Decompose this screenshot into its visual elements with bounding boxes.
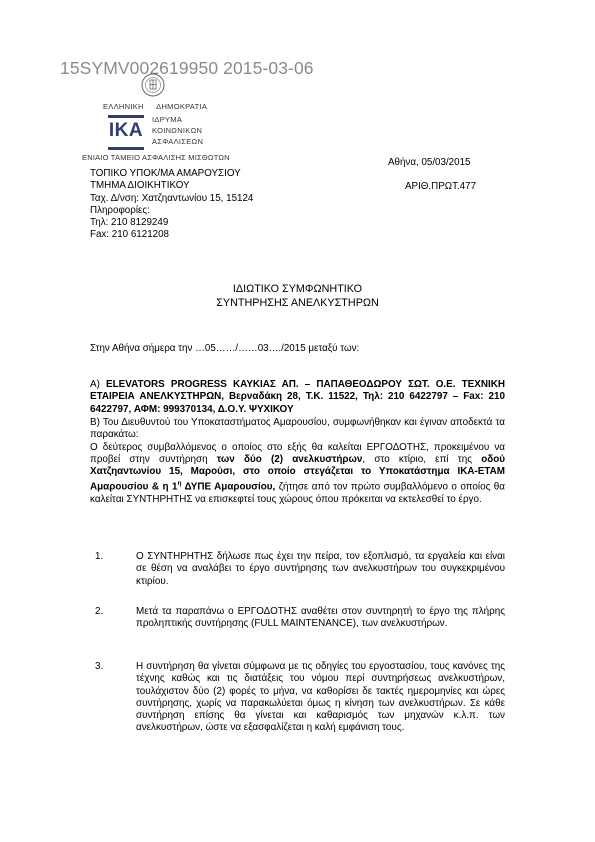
party-b-body <box>90 442 505 507</box>
place-date: Αθήνα, 05/03/2015 <box>388 157 471 168</box>
party-b-text: Ο δεύτερος συμβαλλόμενος ο οποίος στο εξής θα καλείται ΕΡΓΟΔΟΤΗΣ, προκειμένου να προβεί στην συντήρηση <box>90 441 505 465</box>
item-text: Ο ΣΥΝΤΗΡΗΤΗΣ δήλωσε πως έχει την πείρα, τον εξοπλισμό, τα εργαλεία και είναι σε θέση να αναλάβει το έργο συντήρησης των ανελκυστήρων του συγκεκριμένου κτιρίου. <box>136 551 505 587</box>
sender-line: ΤΟΠΙΚΟ ΥΠΟΚ/ΜΑ ΑΜΑΡΟΥΣΙΟΥ <box>90 168 241 179</box>
ika-word: ΑΣΦΑΛΙΣΕΩΝ <box>152 137 204 146</box>
intro-line: Στην Αθήνα σήμερα την …05……/……03…./2015 μεταξύ των: <box>90 343 360 354</box>
ika-word: ΙΔΡΥΜΑ <box>152 115 183 124</box>
logo-republic-line <box>103 102 207 111</box>
party-b-text: ζήτησε από τον πρώτο συμβαλλόμενο ο οποίος θα καλείται ΣΥΝΤΗΡΗΤΗΣ να επισκεφτεί τους χώρους όπου πρόκειται να εκτελεσθεί το έργο. <box>90 481 505 506</box>
party-b-line: Β) Του Διευθυντού του Υποκαταστήματος Αμαρουσίου, συμφωνήθηκαν και έγιναν αποδεκτά τα παρακάτω: <box>90 417 505 441</box>
logo-etam-line: ΕΝΙΑΙΟ ΤΑΜΕΙΟ ΑΣΦΑΛΙΣΗΣ ΜΙΣΘΩΤΩΝ <box>82 153 230 162</box>
item-text: Μετά τα παραπάνω ο ΕΡΓΟΔΟΤΗΣ αναθέτει στον συντηρητή το έργο της πλήρης προληπτικής συντήρησης (FULL MAINTENANCE), των ανελκυστήρων. <box>136 606 505 630</box>
party-b-paragraph <box>90 417 505 506</box>
sender-line: Τηλ: 210 8129249 <box>90 217 169 229</box>
logo-line1-left: ΕΛΛΗΝΙΚΗ <box>103 102 144 111</box>
item-number: 2. <box>95 606 104 617</box>
item-text: Η συντήρηση θα γίνεται σύμφωνα με τις οδηγίες του εργοστασίου, τους κανόνες της τέχνης καθώς και τις διατάξεις του νόμου περί συντηρήσεως ανελκυστήρων, τουλάχιστον δύο (2) φορές το μήνα, να καθορίσει δε τακτές ημερομηνίες και ώρες συντήρησης, χωρίς να παρακωλύεται όμως η κίνηση των ανελκυστήρων. Σε κάθε συντήρηση επίσης θα γίνεται και καθαρισμός των μηχανών κ.λ.π. των ανελκυστήρων, ώστε να εξασφαλίζεται η καλή εμφάνιση τους. <box>136 661 505 734</box>
ika-logo <box>108 115 144 150</box>
document-title <box>0 282 595 310</box>
sender-block <box>90 168 253 242</box>
greek-emblem-icon <box>140 72 166 98</box>
item-number: 3. <box>95 661 104 672</box>
item-number: 1. <box>95 551 104 562</box>
ika-abbreviation: ΙΚΑ <box>108 120 144 141</box>
document-id: 15SYMV002619950 2015-03-06 <box>60 58 314 78</box>
logo-line1-right: ΔΗΜΟΚΡΑΤΙΑ <box>156 102 208 111</box>
party-b-bold: οδού Χατζηαντωνίου 15, Μαρούσι, στο οποίο στεγάζεται το Υποκατάστημα ΙΚΑ-ΕΤΑΜ Αμαρουσίου & η 1 <box>90 453 505 493</box>
party-a-details: ELEVATORS PROGRESS ΚΑΥΚΙΑΣ ΑΠ. – ΠΑΠΑΘΕΟΔΩΡΟΥ ΣΩΤ. Ο.Ε. ΤΕΧΝΙΚΗ ΕΤΑΙΡΕΙΑ ΑΝΕΛΚΥΣΤΗΡΩΝ, Βερναδάκη 28, Τ.Κ. 11522, Τηλ: 210 6422797 – Fax: 210 6422797, ΑΦΜ: 999370134, Δ.Ο.Υ. ΨΥΧΙΚΟΥ <box>90 379 505 415</box>
ika-words <box>152 114 203 147</box>
sender-line: ΤΜΗΜΑ ΔΙΟΙΚΗΤΙΚΟΥ <box>90 180 190 192</box>
title-line1: ΙΔΙΩΤΙΚΟ ΣΥΜΦΩΝΗΤΙΚΟ <box>232 283 363 295</box>
sender-line: Ταχ. Δ/νση: Χατζηαντωνίου 15, 15124 <box>90 192 254 204</box>
party-b-text: , στο κτίριο, επί της <box>362 453 482 465</box>
party-b-bold: των δύο (2) ανελκυστήρων <box>216 453 363 465</box>
party-b-bold: ΔΥΠΕ Αμαρουσίου, <box>181 481 276 493</box>
sender-line: Fax: 210 6121208 <box>90 229 169 241</box>
party-a-prefix: Α) <box>90 379 107 390</box>
party-b-superscript: η <box>177 480 182 488</box>
sender-line: Πληροφορίες: <box>90 204 150 216</box>
title-line2: ΣΥΝΤΗΡΗΣΗΣ ΑΝΕΛΚΥΣΤΗΡΩΝ <box>216 297 379 309</box>
party-a-paragraph <box>90 379 505 416</box>
protocol-number: ΑΡΙΘ.ΠΡΩΤ.477 <box>405 181 477 192</box>
ika-word: ΚΟΙΝΩΝΙΚΩΝ <box>152 126 203 135</box>
